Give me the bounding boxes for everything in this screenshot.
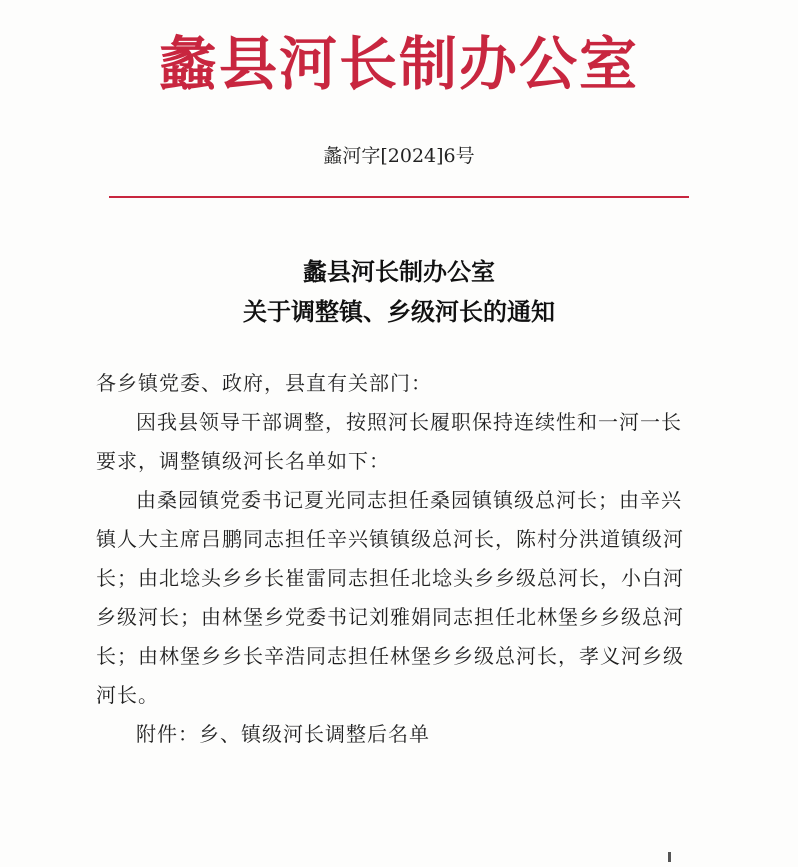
notice-body: [96, 364, 696, 754]
notice-title: [0, 252, 798, 332]
body-paragraph-2: 由桑园镇党委书记夏光同志担任桑园镇镇级总河长；由辛兴镇人大主席吕鹏同志担任辛兴镇镇级总河长，陈村分洪道镇级河长；由北埝头乡乡长崔雷同志担任北埝头乡乡级总河长，小白河乡级河长；由林堡乡党委书记刘雅娟同志担任北林堡乡乡级总河长；由林堡乡乡长辛浩同志担任林堡乡乡级总河长，孝义河乡级河长。: [96, 488, 684, 707]
notice-title-line-1: 蠡县河长制办公室: [303, 258, 495, 286]
body-paragraph-1: 因我县领导干部调整，按照河长履职保持连续性和一河一长要求，调整镇级河长名单如下：: [96, 410, 682, 473]
document-number: 蠡河字[2024]6号: [323, 145, 475, 167]
notice-title-line-2: 关于调整镇、乡级河长的通知: [243, 298, 555, 326]
salutation: 各乡镇党委、政府，县直有关部门：: [96, 371, 432, 395]
page-edge-mark: [668, 852, 671, 862]
masthead-org-name: 蠡县河长制办公室: [158, 30, 639, 98]
attachment-line: 附件：乡、镇级河长调整后名单: [136, 722, 430, 746]
red-divider-line: [109, 196, 689, 198]
